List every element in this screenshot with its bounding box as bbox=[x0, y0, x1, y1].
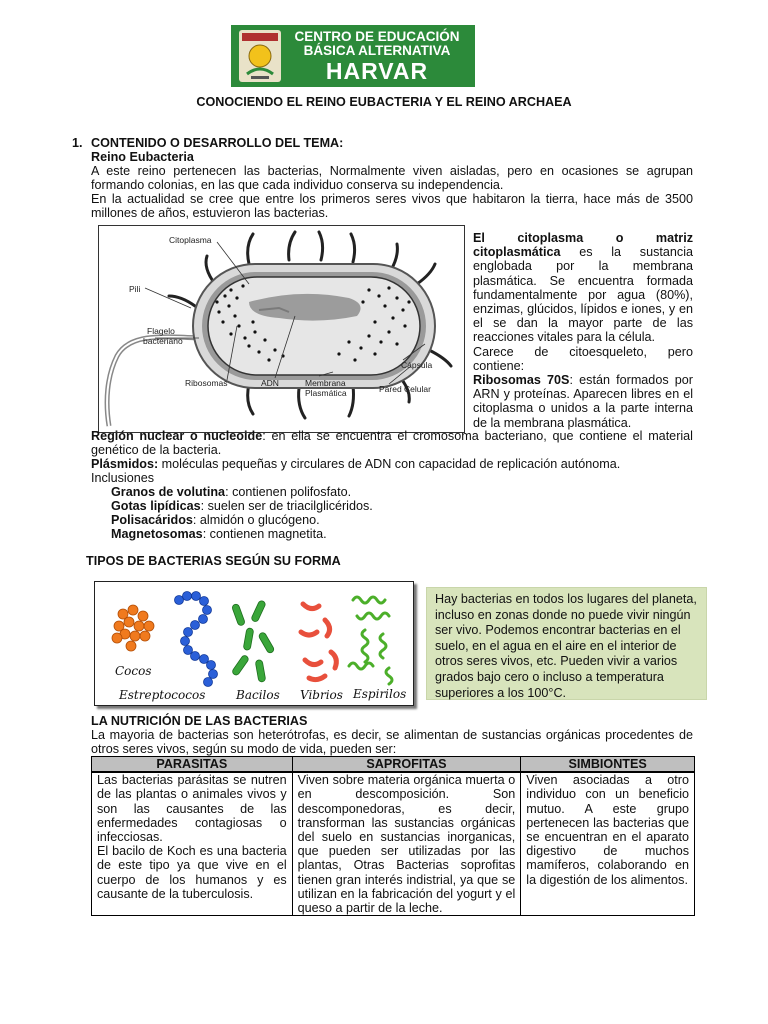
table-row bbox=[92, 772, 695, 916]
nucleoide-desc: : en ella se encuentra el cromosoma bacteriano, que contiene el material genético de la bacteria. bbox=[91, 429, 693, 458]
label-pili: Pili bbox=[129, 284, 141, 294]
label-pared: Pared Celular bbox=[379, 384, 431, 394]
info-box bbox=[426, 587, 707, 700]
citoplasma-block bbox=[473, 231, 693, 345]
page-title: CONOCIENDO EL REINO EUBACTERIA Y EL REINO ARCHAEA bbox=[196, 95, 572, 109]
label-flagelo-1: Flagelo bbox=[147, 326, 175, 336]
header-parasitas: PARASITAS bbox=[92, 757, 293, 773]
label-cocos: Cocos bbox=[115, 664, 152, 678]
citoplasma-desc: es la sustancia englobada por la membrana plasmática. Se encuentra formada fundamentalmente por agua (80%), enzimas, glúcidos, lípidos e iones, y en el se dan la mayor parte de las reacciones vitales para la célula. bbox=[473, 245, 693, 345]
ribosomas-desc: : están formados por ARN y proteínas. Aparecen libres en el citoplasma o unidos a la parte interna de la membrana plasmática. bbox=[473, 373, 693, 430]
label-citoplasma: Citoplasma bbox=[169, 235, 212, 245]
parasitas-text-2: El bacilo de Koch es una bacteria de este tipo ya que vive en el cuerpo de los humanos y es causante de la tuberculosis. bbox=[97, 844, 287, 901]
carece-text: Carece de citoesqueleto, pero contiene: bbox=[473, 345, 693, 374]
inclusion-item: Gotas lipídicas: suelen ser de triacilglicéridos. bbox=[111, 499, 373, 513]
nucleoide-term: Región nuclear o nucleoide bbox=[91, 429, 263, 443]
plasmidos-term: Plásmidos: bbox=[91, 457, 159, 471]
citoplasma-term: El citoplasma o matriz citoplasmática bbox=[473, 231, 693, 260]
ribosomas-block bbox=[473, 373, 693, 430]
header-saprofitas: SAPROFITAS bbox=[292, 757, 521, 773]
school-logo bbox=[231, 25, 475, 87]
nutrition-table bbox=[91, 756, 695, 916]
label-estreptococos: Estreptococos bbox=[119, 688, 206, 702]
logo-line-3: HARVAR bbox=[325, 58, 429, 84]
label-capsula: Cápsula bbox=[401, 360, 433, 370]
intro-paragraph-1: A este reino pertenecen las bacterias, Normalmente viven aisladas, pero en ocasiones se agrupan formando colonias, en las que cada individuo conserva su independencia. bbox=[91, 164, 693, 193]
label-flagelo-2: bacteriano bbox=[143, 336, 183, 346]
label-membrana-1: Membrana bbox=[305, 378, 346, 388]
plasmidos-paragraph bbox=[91, 457, 693, 471]
table-header-row bbox=[92, 757, 695, 773]
inclusiones-label: Inclusiones bbox=[91, 471, 155, 485]
nutricion-heading: LA NUTRICIÓN DE LAS BACTERIAS bbox=[91, 714, 308, 728]
logo-line-1: CENTRO DE EDUCACIÓN bbox=[294, 29, 460, 44]
cell-parasitas bbox=[92, 772, 293, 916]
info-box-text: Hay bacterias en todos los lugares del planeta, incluso en zonas donde no puede vivir ningún ser vivo. Podemos encontrar bacterias en el suelo, en el agua en el aire en el interior de otros seres vivos, etc. Pueden vivir a varios grados bajo cero o incluso a temperatura superiores a los 100°C. bbox=[435, 592, 697, 700]
header-simbiontes: SIMBIONTES bbox=[521, 757, 695, 773]
inclusion-item: Granos de volutina: contienen polifosfato. bbox=[111, 485, 352, 499]
label-adn: ADN bbox=[261, 378, 279, 388]
intro-paragraph-2: En la actualidad se cree que entre los primeros seres vivos que habitaron la tierra, hace más de 3500 millones de años, estuvieron las bacterias. bbox=[91, 192, 693, 221]
plasmidos-desc: moléculas pequeñas y circulares de ADN con capacidad de replicación autónoma. bbox=[158, 457, 621, 471]
label-membrana-2: Plasmática bbox=[305, 388, 347, 398]
inclusion-item: Magnetosomas: contienen magnetita. bbox=[111, 527, 327, 541]
logo-line-2: BÁSICA ALTERNATIVA bbox=[303, 43, 451, 58]
bacteria-cell-drawing bbox=[99, 226, 464, 432]
cell-simbiontes: Viven asociadas a otro individuo con un beneficio mutuo. A este grupo pertenecen las bacterias que se encuentran en el aparato digestivo de muchos mamíferos, colaborando en la digestión de los alimentos. bbox=[521, 772, 695, 916]
bacteria-shapes-drawing bbox=[95, 582, 413, 705]
school-seal-icon bbox=[239, 30, 281, 82]
label-ribosomas: Ribosomas bbox=[185, 378, 228, 388]
parasitas-text-1: Las bacterias parásitas se nutren de las plantas o animales vivos y son las causantes de las enfermedades contagiosas o infecciosas. bbox=[97, 773, 287, 845]
section-subheading: Reino Eubacteria bbox=[91, 150, 194, 164]
nucleoide-paragraph bbox=[91, 429, 693, 457]
bacteria-shapes-figure bbox=[94, 581, 414, 706]
tipos-heading: TIPOS DE BACTERIAS SEGÚN SU FORMA bbox=[86, 554, 341, 568]
inclusion-item: Polisacáridos: almidón o glucógeno. bbox=[111, 513, 320, 527]
ribosomas-term: Ribosomas 70S bbox=[473, 373, 570, 387]
bacteria-cell-diagram bbox=[98, 225, 465, 433]
cell-saprofitas: Viven sobre materia orgánica muerta o en descomposición. Son descomponedoras, es decir, transforman las sustancias orgánicas del suelo en sustancias inorganicas, que pueden ser utilizadas por las plantas, Otras Bacterias soprofitas tienen gran interés indistrial, ya que se utilizan en la fabricación del yogurt y el queso a partir de la leche. bbox=[292, 772, 521, 916]
section-heading: CONTENIDO O DESARROLLO DEL TEMA: bbox=[91, 136, 344, 150]
label-espirilos: Espirilos bbox=[353, 687, 407, 701]
section-number: 1. bbox=[72, 136, 83, 150]
nutricion-intro: La mayoria de bacterias son heterótrofas, es decir, se alimentan de sustancias orgánicas procedentes de otros seres vivos, según su modo de vida, pueden ser: bbox=[91, 728, 693, 757]
label-vibrios: Vibrios bbox=[300, 688, 343, 702]
label-bacilos: Bacilos bbox=[236, 688, 280, 702]
